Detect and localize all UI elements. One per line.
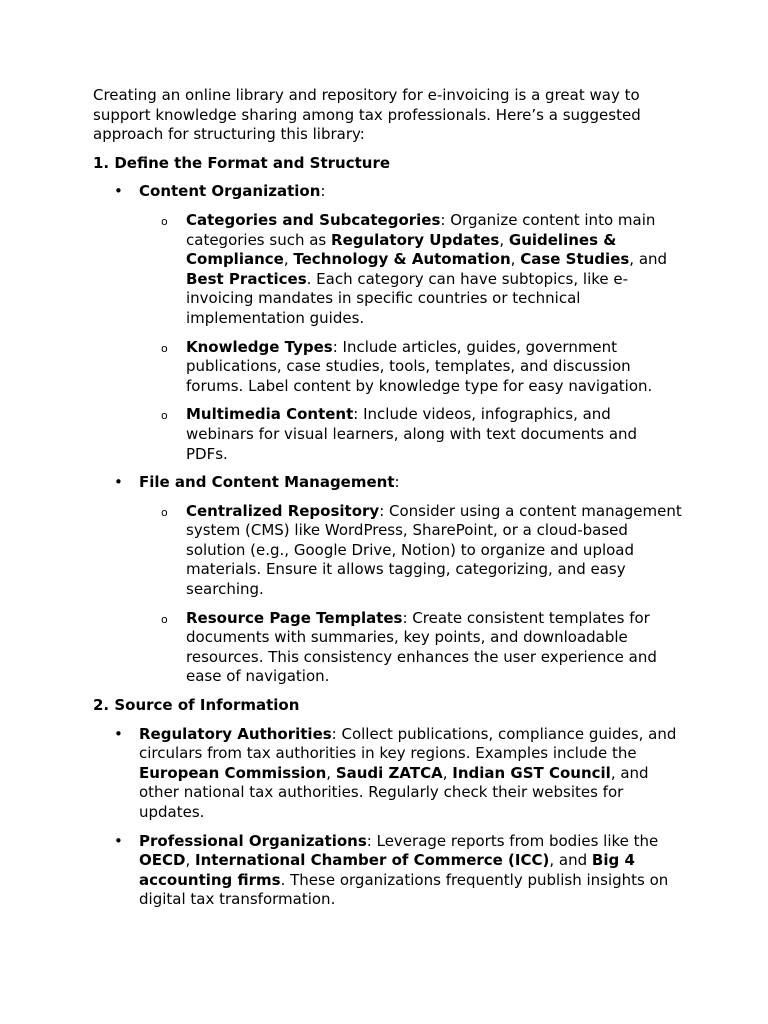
item-title: Content Organization (139, 182, 321, 201)
list-item (93, 832, 683, 910)
sub-item-text: Knowledge Types: Include articles, guides, government publications, case studies, tools, templates, and discussion forums. Label content by knowledge type for easy navigation. (186, 337, 653, 395)
sub-list-item (93, 338, 683, 397)
bullet-icon: • (114, 473, 123, 492)
section-heading: 1. Define the Format and Structure (93, 153, 391, 172)
sub-item-text: Centralized Repository: Consider using a content management system (CMS) like WordPress, SharePoint, or a cloud-based solution (e.g., Google Drive, Notion) to organize and upload materials. Ensure it allows tagging, categorizing, and easy searching. (186, 501, 682, 599)
sub-bullet-icon: o (161, 409, 168, 423)
sub-bullet-icon: o (161, 505, 168, 519)
sub-bullet-icon: o (161, 214, 168, 228)
list-item (93, 725, 683, 823)
list-item: • Content Organization: (114, 182, 326, 201)
item-text: Regulatory Authorities: Collect publications, compliance guides, and circulars from tax authorities in key regions. Examples include the European Commission, Saudi ZATCA, Indian GST Council, and other national tax authorities. Regularly check their websites for updates. (139, 724, 677, 821)
document-body (93, 86, 683, 919)
bullet-icon: • (114, 724, 123, 743)
sub-item-text: Categories and Subcategories: Organize content into main categories such as Regulatory Updates, Guidelines & Compliance, Technology & Automation, Case Studies, and Best Practices. Each category can have subtopics, like e-invoicing mandates in specific countries or technical implementation guides. (186, 210, 668, 327)
list-item: • File and Content Management: (114, 473, 400, 492)
sub-list-item (93, 609, 683, 687)
sub-list-item (93, 502, 683, 600)
item-title: File and Content Management (139, 473, 395, 492)
sub-list-item (93, 405, 683, 464)
sub-item-text: Resource Page Templates: Create consistent templates for documents with summaries, key points, and downloadable resources. This consistency enhances the user experience and ease of navigation. (186, 608, 657, 686)
sub-item-text: Multimedia Content: Include videos, infographics, and webinars for visual learners, along with text documents and PDFs. (186, 405, 638, 463)
intro-paragraph: Creating an online library and repository for e-invoicing is a great way to support knowledge sharing among tax professionals. Here’s a suggested approach for structuring this library: (93, 86, 641, 144)
bullet-icon: • (114, 831, 123, 850)
sub-list-item (93, 211, 683, 329)
item-text: Professional Organizations: Leverage reports from bodies like the OECD, International Chamber of Commerce (ICC), and Big 4 accounting firms. These organizations frequently publish insights on digital tax transformation. (139, 831, 669, 909)
bullet-icon: • (114, 182, 123, 201)
sub-bullet-icon: o (161, 612, 168, 626)
section-heading: 2. Source of Information (93, 696, 300, 715)
sub-bullet-icon: o (161, 341, 168, 355)
